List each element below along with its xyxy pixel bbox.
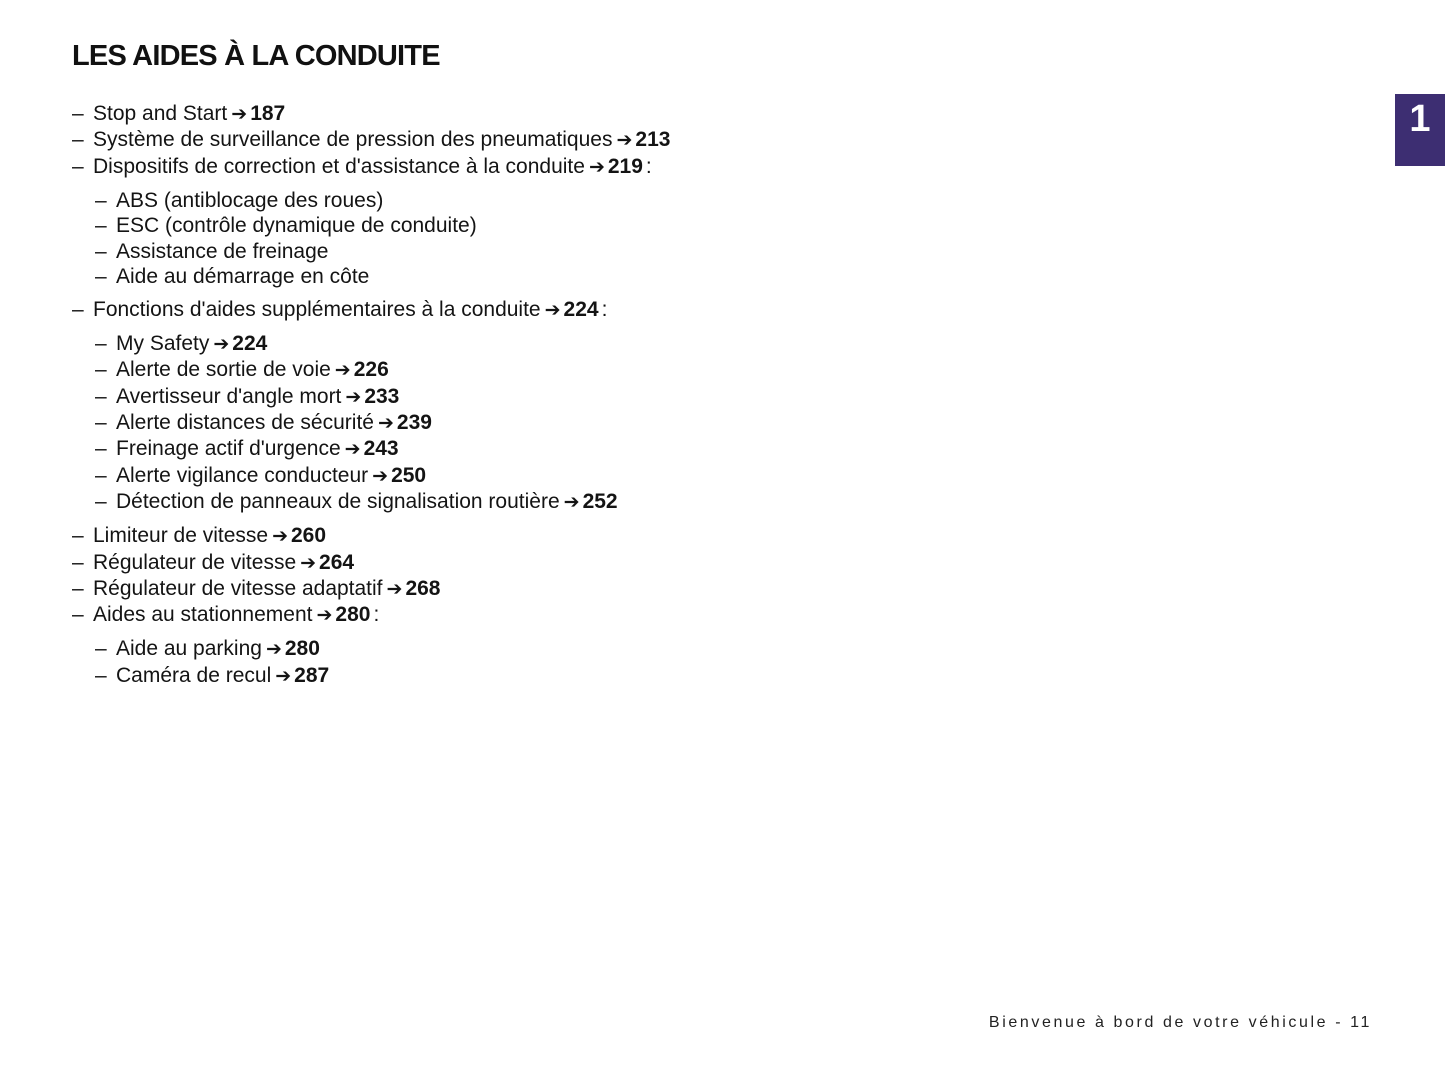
arrow-right-icon: ➔ bbox=[300, 552, 317, 574]
arrow-right-icon: ➔ bbox=[377, 412, 394, 434]
list-item bbox=[72, 331, 972, 357]
arrow-right-icon: ➔ bbox=[272, 526, 288, 548]
page-reference-link[interactable]: 224 bbox=[232, 331, 268, 355]
contents-list bbox=[72, 101, 972, 689]
list-item bbox=[72, 436, 972, 462]
page-reference-link[interactable]: 219 bbox=[607, 154, 643, 178]
bullet-dash: – bbox=[72, 154, 84, 178]
item-label: Alerte vigilance conducteur bbox=[116, 463, 369, 487]
list-item bbox=[72, 523, 972, 549]
bullet-dash: – bbox=[72, 524, 84, 548]
bullet-dash: – bbox=[72, 603, 84, 627]
page-reference-link[interactable]: 250 bbox=[391, 463, 427, 487]
bullet-dash: – bbox=[95, 663, 107, 687]
list-item bbox=[72, 489, 972, 515]
arrow-right-icon: ➔ bbox=[616, 130, 633, 152]
page-reference-link[interactable]: 187 bbox=[250, 102, 286, 125]
page-reference-link[interactable]: 252 bbox=[582, 490, 618, 514]
arrow-right-icon: ➔ bbox=[563, 492, 580, 514]
item-label: Alerte distances de sécurité bbox=[116, 410, 374, 434]
list-item bbox=[72, 101, 972, 127]
item-label: Stop and Start bbox=[93, 102, 228, 125]
page-title: LES AIDES À LA CONDUITE bbox=[72, 40, 440, 72]
item-label: Régulateur de vitesse bbox=[93, 550, 297, 574]
item-label: Régulateur de vitesse adaptatif bbox=[93, 576, 383, 600]
page-reference-link[interactable]: 260 bbox=[291, 524, 327, 548]
bullet-dash: – bbox=[95, 437, 107, 461]
colon: : bbox=[373, 603, 380, 627]
page-reference-link[interactable]: 239 bbox=[396, 410, 432, 434]
list-item bbox=[72, 297, 972, 323]
list-item bbox=[72, 602, 972, 628]
arrow-right-icon: ➔ bbox=[231, 104, 248, 125]
list-item bbox=[72, 550, 972, 576]
item-label: Assistance de freinage bbox=[116, 239, 329, 263]
bullet-dash: – bbox=[95, 637, 107, 661]
arrow-right-icon: ➔ bbox=[275, 665, 292, 687]
page-reference-link[interactable]: 268 bbox=[405, 576, 441, 600]
colon: : bbox=[645, 154, 652, 178]
list-item bbox=[72, 213, 972, 238]
arrow-right-icon: ➔ bbox=[544, 299, 561, 321]
item-label: Aide au parking bbox=[116, 637, 262, 661]
item-label: Limiteur de vitesse bbox=[93, 524, 269, 548]
bullet-dash: – bbox=[95, 358, 107, 382]
item-label: Freinage actif d'urgence bbox=[116, 437, 341, 461]
page-reference-link[interactable]: 280 bbox=[284, 637, 320, 661]
item-label: Système de surveillance de pression des pneumatiques bbox=[93, 128, 613, 152]
arrow-right-icon: ➔ bbox=[344, 439, 361, 461]
page-reference-link[interactable]: 233 bbox=[364, 384, 400, 408]
item-label: ESC (contrôle dynamique de conduite) bbox=[116, 214, 477, 238]
bullet-dash: – bbox=[95, 214, 107, 238]
list-item bbox=[72, 636, 972, 662]
item-label: Aide au démarrage en côte bbox=[116, 264, 370, 288]
list-item bbox=[72, 410, 972, 436]
arrow-right-icon: ➔ bbox=[345, 386, 362, 408]
bullet-dash: – bbox=[95, 384, 107, 408]
page-reference-link[interactable]: 243 bbox=[363, 437, 399, 461]
item-label: ABS (antiblocage des roues) bbox=[116, 188, 384, 212]
list-item bbox=[72, 357, 972, 383]
bullet-dash: – bbox=[95, 239, 107, 263]
bullet-dash: – bbox=[95, 463, 107, 487]
item-label: Détection de panneaux de signalisation routière bbox=[116, 490, 560, 514]
item-label: Dispositifs de correction et d'assistance à la conduite bbox=[93, 154, 585, 178]
bullet-dash: – bbox=[95, 490, 107, 514]
item-label: Caméra de recul bbox=[116, 663, 272, 687]
arrow-right-icon: ➔ bbox=[386, 578, 403, 600]
item-label: Avertisseur d'angle mort bbox=[116, 384, 342, 408]
bullet-dash: – bbox=[95, 331, 107, 355]
chapter-tab bbox=[1395, 94, 1445, 166]
list-item bbox=[72, 239, 972, 264]
list-item bbox=[72, 154, 972, 180]
arrow-right-icon: ➔ bbox=[588, 156, 605, 178]
colon: : bbox=[601, 297, 608, 321]
bullet-dash: – bbox=[95, 188, 107, 212]
list-item bbox=[72, 463, 972, 489]
bullet-dash: – bbox=[95, 410, 107, 434]
page-reference-link[interactable]: 213 bbox=[635, 128, 671, 152]
bullet-dash: – bbox=[72, 297, 84, 321]
bullet-dash: – bbox=[72, 550, 84, 574]
bullet-dash: – bbox=[72, 128, 84, 152]
list-item bbox=[72, 384, 972, 410]
list-item bbox=[72, 188, 972, 213]
bullet-dash: – bbox=[72, 576, 84, 600]
page-reference-link[interactable]: 226 bbox=[353, 358, 389, 382]
arrow-right-icon: ➔ bbox=[213, 333, 230, 355]
arrow-right-icon: ➔ bbox=[316, 605, 333, 627]
item-label: Fonctions d'aides supplémentaires à la conduite bbox=[93, 297, 541, 321]
list-item bbox=[72, 576, 972, 602]
page-reference-link[interactable]: 224 bbox=[563, 297, 599, 321]
bullet-dash: – bbox=[72, 102, 84, 125]
page-reference-link[interactable]: 280 bbox=[335, 603, 371, 627]
list-item bbox=[72, 663, 972, 689]
list-item bbox=[72, 264, 972, 289]
list-item bbox=[72, 127, 972, 153]
chapter-number: 1 bbox=[1409, 98, 1431, 140]
item-label: Aides au stationnement bbox=[93, 603, 313, 627]
page-reference-link[interactable]: 287 bbox=[294, 663, 330, 687]
page-reference-link[interactable]: 264 bbox=[319, 550, 355, 574]
page-footer: Bienvenue à bord de votre véhicule - 11 bbox=[988, 1014, 1372, 1031]
item-label: Alerte de sortie de voie bbox=[116, 358, 331, 382]
item-label: My Safety bbox=[116, 331, 210, 355]
bullet-dash: – bbox=[95, 264, 107, 288]
arrow-right-icon: ➔ bbox=[372, 465, 389, 487]
arrow-right-icon: ➔ bbox=[265, 639, 282, 661]
arrow-right-icon: ➔ bbox=[334, 360, 351, 382]
